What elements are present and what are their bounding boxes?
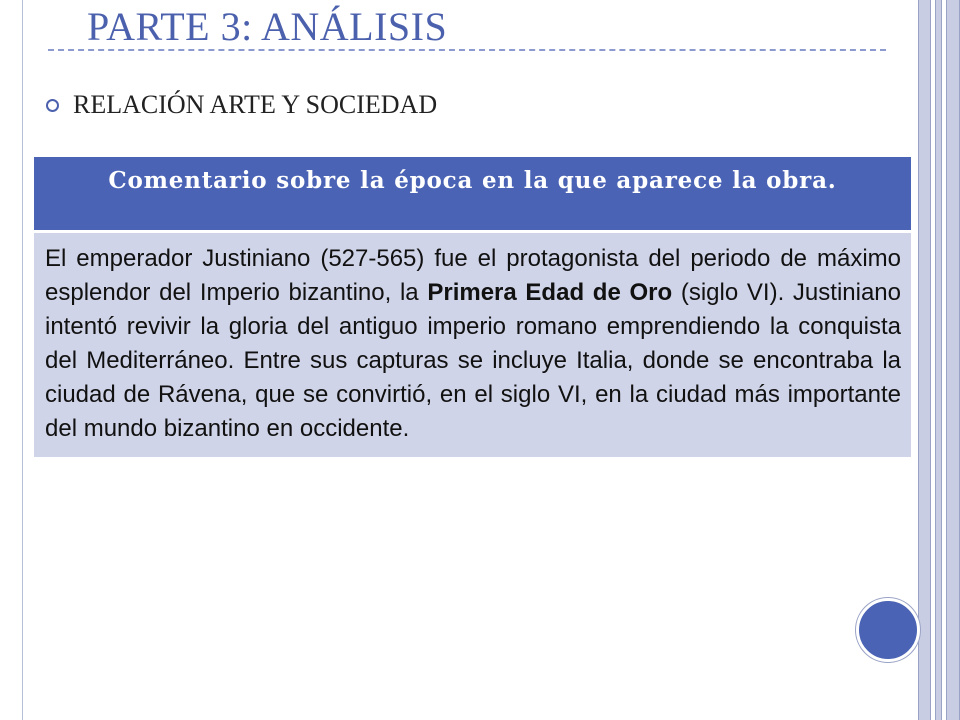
circle-decoration-icon	[856, 598, 920, 662]
left-border-rule	[22, 0, 23, 720]
decorative-bar	[935, 0, 942, 720]
bullet-text: RELACIÓN ARTE Y SOCIEDAD	[73, 90, 438, 119]
body-text-part1: El emperador Justiniano (527-565) fue el protagonista del periodo de máximo esplendor del Imperio bizantino, la	[45, 245, 901, 306]
commentary-table	[34, 157, 911, 457]
bullet-item	[46, 86, 437, 124]
slide-title: PARTE 3: ANÁLISIS	[87, 4, 448, 49]
right-decorative-bars	[918, 0, 960, 720]
title-dashed-rule	[48, 49, 886, 51]
body-text-part2: (siglo VI). Justiniano intentó revivir la gloria del antiguo imperio romano emprendiendo la conquista del Mediterráneo. Entre sus capturas se incluye Italia, donde se encontraba la ciudad de Rávena, que se convirtió, en el siglo VI, en la ciudad más importante del mundo bizantino en occidente.	[45, 279, 902, 442]
decorative-bar	[946, 0, 960, 720]
body-emphasis: Primera Edad de Oro	[427, 279, 673, 306]
ring-bullet-icon	[46, 99, 59, 112]
decorative-bar	[918, 0, 931, 720]
table-header: Comentario sobre la época en la que aparece la obra.	[34, 157, 911, 233]
table-body-cell	[34, 233, 911, 457]
